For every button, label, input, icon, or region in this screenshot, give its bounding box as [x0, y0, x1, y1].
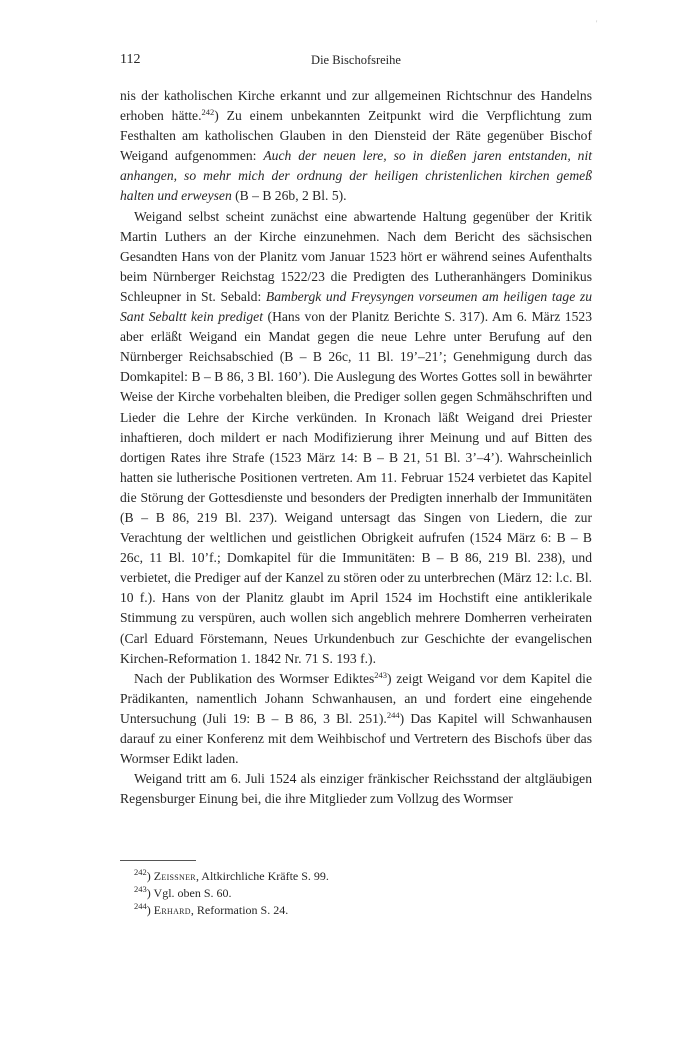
text-run: ) Zu einem unbekannten Zeitpunkt wird die Verpflichtung zum Festhalten am katholischen Glauben in den Diensteid der Räte gegenüber Bischof Weigand aufgenommen: — [120, 108, 592, 164]
footnote: $^{244}$) Erhard, Reformation S. 24. — [134, 901, 289, 917]
page-number: 112 — [120, 52, 141, 67]
quotation-italic: Bambergk und Freysyngen vorseumen am heiligen tage zu Sant Sebaltt kein prediget — [120, 288, 592, 325]
text-run: Weigand tritt am 6. Juli 1524 als einziger fränkischer Reichsstand der altgläubigen Regensburger Einung bei, die ihre Mitglieder zum Vollzug des Wormser — [120, 771, 592, 807]
text-run: Weigand selbst scheint zunächst eine abwartende Haltung gegenüber der Kritik Martin Luthers an der Kirche einzunehmen. Nach dem Bericht des sächsischen Gesandten Hans von der Planitz vom Januar 1523 hört er während seines Aufenthalts beim Nürnberger Reichstag 1522/23 die Predigten des Lutheranhängers Dominikus Schleupner in St. Sebald: — [120, 208, 592, 304]
text-run: nis der katholischen Kirche erkannt und zur allgemeinen Richtschnur des Handelns erhoben hätte. — [120, 88, 592, 124]
text-run: Nach der Publikation des Wormser Ediktes — [134, 670, 375, 686]
footnote-author: Zeissner — [153, 869, 196, 883]
running-head: Die Bischofsreihe — [311, 53, 401, 67]
footnote-number: 242 — [134, 867, 147, 877]
footnote: $^{243}$) Vgl. oben S. 60. — [134, 884, 232, 900]
footnote-text: , Altkirchliche Kräfte S. 99. — [195, 869, 329, 883]
paragraph — [120, 86, 592, 207]
footnote: $^{242}$) Zeissner, Altkirchliche Kräfte S. 99. — [134, 867, 329, 883]
paragraph — [120, 669, 592, 769]
paragraph — [120, 769, 592, 809]
footnote-ref: 243 — [374, 669, 388, 680]
footnote-number: 243 — [134, 884, 147, 894]
quotation-italic: Auch der neuen lere, so in dießen jaren entstanden, nit anhangen, so mehr mich der ordnung der heiligen christenlichen kirchen gemeß halten und erweysen — [120, 148, 592, 204]
footnote-number: 244 — [134, 901, 147, 911]
page-header — [120, 52, 592, 74]
text-run: ) zeigt Weigand vor dem Kapitel die Prädikanten, namentlich Johann Schwanhausen, an und fordert eine eingehende Untersuchung (Juli 19: B – B 86, 3 Bl. 251). — [120, 670, 592, 726]
footnote-author: Erhard — [153, 903, 191, 917]
footnote-text: Vgl. oben S. 60. — [153, 886, 232, 900]
text-run: ) Das Kapitel will Schwanhausen darauf zu einer Konferenz mit dem Weihbischof und Vertretern des Bischofs über das Wormser Edikt laden. — [120, 710, 592, 767]
footnotes — [120, 868, 592, 919]
footnote-ref: 242 — [201, 107, 215, 118]
footnote-ref: 244 — [386, 709, 400, 720]
paragraph — [120, 207, 592, 669]
body-text — [120, 86, 592, 809]
footnote-text: , Reformation S. 24. — [190, 903, 289, 917]
corner-mark: ' — [596, 19, 598, 28]
footnote-separator — [120, 860, 196, 861]
text-run: (B – B 26b, 2 Bl. 5). — [231, 188, 347, 204]
text-run: (Hans von der Planitz Berichte S. 317). Am 6. März 1523 aber erläßt Weigand ein Mandat gegen die neue Lehre unter Berufung auf den Nürnberger Reichsabschied (B – B 26c, 11 Bl. 19’–21’; Genehmigung durch das Domkapitel: B – B 86, 3 Bl. 160’). Die Auslegung des Wortes Gottes soll in bewährter Weise der Kirche vorbehalten bleiben, die Prediger sollen gegen Schmähschriften und Lieder die Lehre der Kirche verkünden. In Kronach läßt Weigand drei Priester inhaftieren, doch mildert er nach Modifizierung ihrer Meinung und auf Bitten des dortigen Rates ihre Strafe (1523 März 14: B – B 21, 51 Bl. 3’–4’). Wahrscheinlich hatten sie lutherische Positionen vertreten. Am 11. Februar 1524 verbietet das Kapitel die Störung der Gottesdienste und besonders der Predigten innerhalb der Immunitäten (B – B 86, 219 Bl. 237). Weigand untersagt das Singen von Liedern, die zur Verachtung der weltlichen und geistlichen Obrigkeit aufrufen (1524 März 6: B – B 26c, 11 Bl. 10’f.; Domkapitel für die Immunitäten: B – B 86, 219 Bl. 238), und verbietet, die Prediger auf der Kanzel zu stören oder zu unterbrechen (März 12: l.c. Bl. 10 f.). Hans von der Planitz glaubt im April 1524 im Hochstift eine antiklerikale Stimmung zu verspüren, auch wollen sich angeblich mehrere Domherren verheiraten (Carl Eduard Förstemann, Neues Urkundenbuch zur Geschichte der evangelischen Kirchen-Reformation 1. 1842 Nr. 71 S. 193 f.). — [120, 309, 592, 666]
